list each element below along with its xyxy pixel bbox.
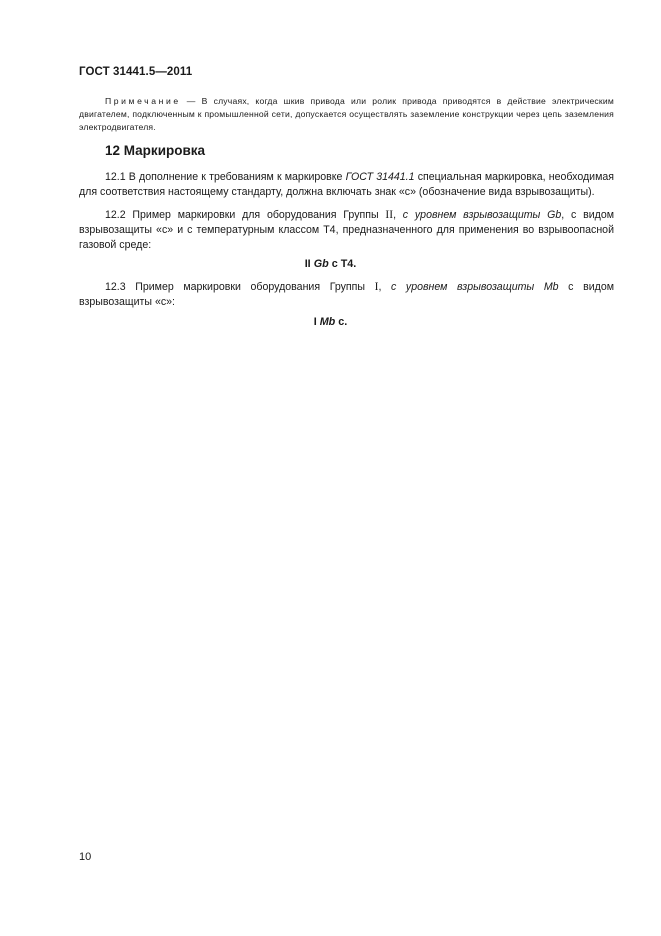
paragraph-text: 12.2 Пример маркировки для оборудования Группы [105, 209, 386, 221]
document-header: ГОСТ 31441.5—2011 [79, 66, 193, 78]
paragraph-text: , [393, 209, 403, 221]
group-numeral: II [385, 209, 394, 221]
paragraph-text: с видом взрывозащиты «с»: [79, 281, 614, 308]
page-number: 10 [79, 851, 92, 863]
paragraph-text: , [378, 281, 392, 293]
note-text: — В случаях, когда шкив привода или ролик привода приводятся в действие электрическим двигателем, подключенным к промышленной сети, допускается осуществлять заземление конструкции через цепь заземления электродвигателя. [79, 96, 614, 132]
protection-level-text: с уровнем взрывозащиты Mb [391, 281, 559, 293]
group-numeral: I [374, 281, 379, 293]
paragraph-text: , с видом взрывозащиты «с» и с температурным классом Т4, предназначенного для применения во взрывоопасной газовой среде: [79, 209, 615, 251]
formula-level: Gb [313, 258, 329, 270]
note-block [79, 95, 614, 134]
formula-group: I [313, 316, 317, 328]
formula-group: II [304, 258, 311, 270]
formula-level: Mb [319, 316, 336, 328]
standard-reference: ГОСТ 31441.1 [345, 171, 415, 183]
formula-rest: c. [338, 316, 348, 328]
paragraph-text: специальная маркировка, необходимая для соответствия настоящему стандарту, должна включать знак «с» (обозначение вида взрывозащиты). [79, 171, 614, 198]
paragraph-text: 12.1 В дополнение к требованиям к маркировке [105, 171, 346, 183]
marking-example-2 [0, 316, 661, 328]
paragraph-12-2 [79, 208, 614, 253]
note-label: Примечание [105, 96, 181, 106]
formula-rest: c T4. [331, 258, 357, 270]
paragraph-text: 12.3 Пример маркировки оборудования Группы [105, 281, 375, 293]
paragraph-12-3 [79, 280, 614, 310]
protection-level-text: с уровнем взрывозащиты Gb [402, 209, 562, 221]
marking-example-1 [0, 258, 661, 270]
section-title: 12 Маркировка [105, 143, 206, 158]
paragraph-12-1 [79, 170, 614, 200]
